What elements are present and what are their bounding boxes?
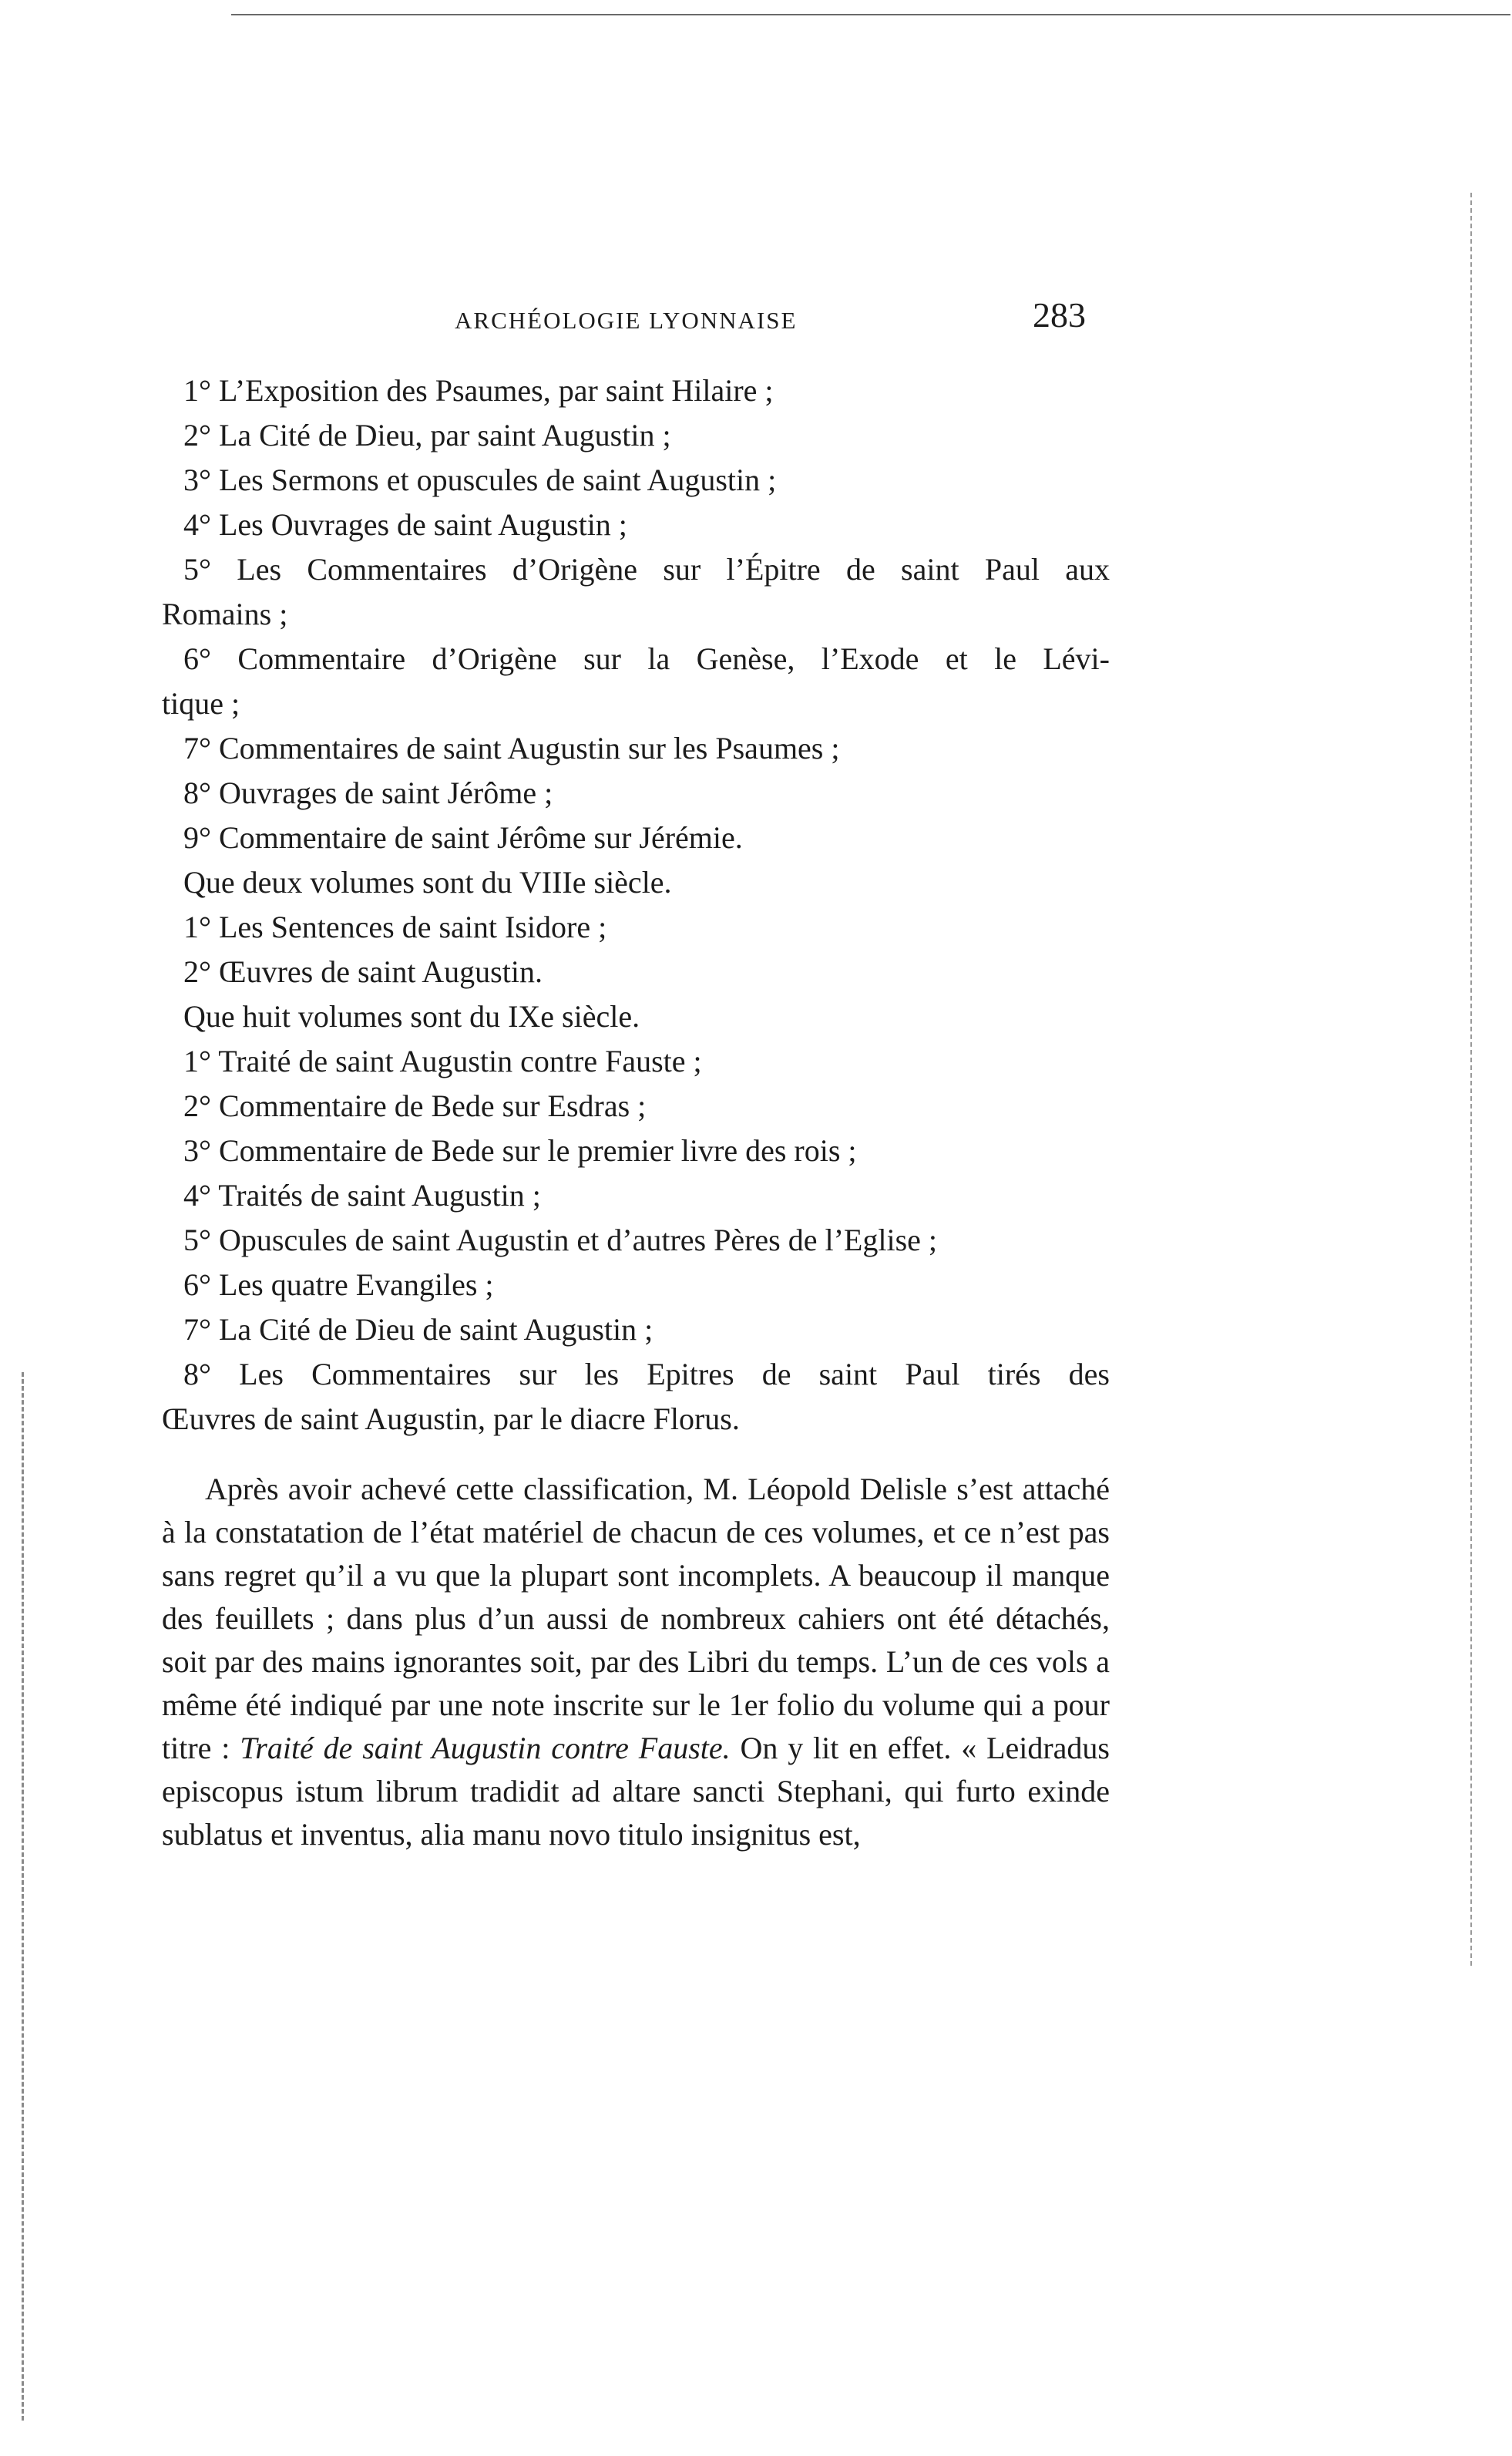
list-item: 2° La Cité de Dieu, par saint Augustin ; xyxy=(183,418,671,453)
list-item: 7° La Cité de Dieu de saint Augustin ; xyxy=(183,1312,654,1347)
list-item: 9° Commentaire de saint Jérôme sur Jérémie. xyxy=(183,820,743,855)
list-item: 1° Traité de saint Augustin contre Fauste ; xyxy=(183,1044,702,1078)
italic-title: Traité de saint Augustin contre Fauste. xyxy=(240,1731,731,1765)
top-edge-line xyxy=(231,14,1510,15)
list-item-continuation: Romains ; xyxy=(162,597,288,631)
list-item: 1° Les Sentences de saint Isidore ; xyxy=(183,910,607,944)
list-item: 5° Les Commentaires d’Origène sur l’Épitre de saint Paul aux xyxy=(183,552,1110,587)
section-heading: Que deux volumes sont du VIIIe siècle. xyxy=(183,865,672,900)
right-margin-rule xyxy=(1470,193,1472,1966)
page-content xyxy=(162,368,1110,1856)
list-item: 6° Commentaire d’Origène sur la Genèse, l’Exode et le Lévi- xyxy=(183,641,1110,676)
list-item: 1° L’Exposition des Psaumes, par saint Hilaire ; xyxy=(183,373,774,408)
body-paragraph xyxy=(162,1468,1110,1856)
section-heading: Que huit volumes sont du IXe siècle. xyxy=(183,999,640,1034)
list-item-continuation: tique ; xyxy=(162,686,240,721)
paragraph-text-continued: On y lit en effet. « Leidradus episcopus istum librum tradidit ad altare sancti Stephani, qui furto exinde sublatus et inventus, alia manu novo titulo insignitus est, xyxy=(162,1731,1110,1852)
list-item: 3° Les Sermons et opuscules de saint Augustin ; xyxy=(183,463,777,497)
running-title: ARCHÉOLOGIE LYONNAISE xyxy=(455,307,798,334)
page-number: 283 xyxy=(1033,295,1086,335)
list-item: 8° Les Commentaires sur les Epitres de saint Paul tirés des xyxy=(183,1357,1110,1391)
list-item: 4° Les Ouvrages de saint Augustin ; xyxy=(183,507,627,542)
list-item: 2° Commentaire de Bede sur Esdras ; xyxy=(183,1088,647,1123)
list-item: 4° Traités de saint Augustin ; xyxy=(183,1178,541,1213)
paragraph-text: Après avoir achevé cette classification, M. Léopold Delisle s’est attaché à la constatation de l’état matériel de chacun de ces volumes, et ce n’est pas sans regret qu’il a vu que la plupart sont incomplets. A beaucoup il manque des feuillets ; dans plus d’un aussi de nombreux cahiers ont été détachés, soit par des mains ignorantes soit, par des Libri du temps. L’un de ces vols a même été indiqué par une note inscrite sur le 1er folio du volume qui a pour titre : xyxy=(162,1472,1110,1765)
left-margin-rule xyxy=(22,1372,24,2421)
list-item: 8° Ouvrages de saint Jérôme ; xyxy=(183,775,553,810)
list-item: 6° Les quatre Evangiles ; xyxy=(183,1267,494,1302)
list-item: 3° Commentaire de Bede sur le premier livre des rois ; xyxy=(183,1133,857,1168)
list-item-continuation: Œuvres de saint Augustin, par le diacre Florus. xyxy=(162,1401,740,1436)
list-item: 2° Œuvres de saint Augustin. xyxy=(183,954,543,989)
list-item: 5° Opuscules de saint Augustin et d’autres Pères de l’Eglise ; xyxy=(183,1223,938,1257)
list-item: 7° Commentaires de saint Augustin sur les Psaumes ; xyxy=(183,731,840,765)
